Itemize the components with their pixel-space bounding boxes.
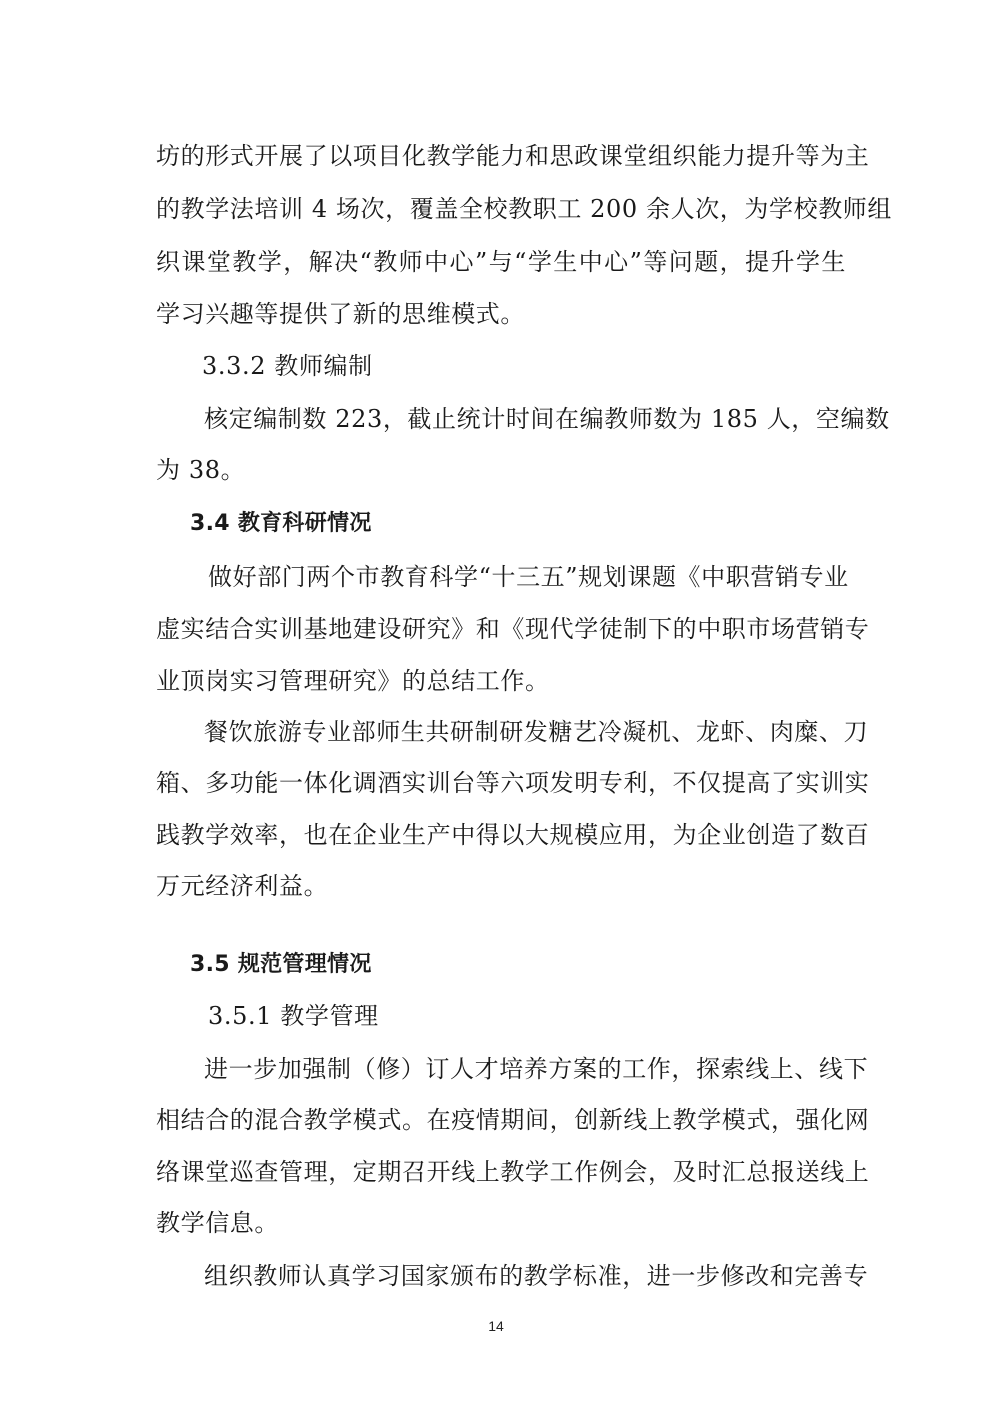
paragraph-line: 组织教师认真学习国家颁布的教学标准，进一步修改和完善专 [204, 1262, 869, 1290]
section-heading: 3.5.1 教学管理 [208, 1002, 379, 1030]
section-heading: 3.3.2 教师编制 [202, 352, 373, 380]
paragraph-line: 坊的形式开展了以项目化教学能力和思政课堂组织能力提升等为主 [156, 142, 870, 170]
paragraph-line: 织课堂教学，解决“教师中心”与“学生中心”等问题，提升学生 [156, 248, 846, 276]
paragraph-line: 的教学法培训 4 场次，覆盖全校教职工 200 余人次，为学校教师组 [156, 195, 892, 223]
section-heading: 3.4 教育科研情况 [190, 511, 372, 536]
paragraph-line: 为 38。 [156, 456, 246, 484]
page-number: 14 [488, 1318, 504, 1334]
paragraph-line: 学习兴趣等提供了新的思维模式。 [156, 300, 525, 328]
paragraph-line: 业顶岗实习管理研究》的总结工作。 [156, 667, 550, 695]
paragraph-line: 餐饮旅游专业部师生共研制研发糖艺冷凝机、龙虾、肉糜、刀 [204, 718, 869, 746]
paragraph-line: 践教学效率，也在企业生产中得以大规模应用，为企业创造了数百 [156, 821, 870, 849]
paragraph-line: 相结合的混合教学模式。在疫情期间，创新线上教学模式，强化网 [156, 1106, 870, 1134]
paragraph-line: 做好部门两个市教育科学“十三五”规划课题《中职营销专业 [208, 563, 849, 591]
paragraph-line: 万元经济利益。 [156, 872, 329, 900]
paragraph-line: 络课堂巡查管理，定期召开线上教学工作例会，及时汇总报送线上 [156, 1158, 870, 1186]
paragraph-line: 箱、多功能一体化调酒实训台等六项发明专利，不仅提高了实训实 [156, 769, 870, 797]
paragraph-line: 核定编制数 223，截止统计时间在编教师数为 185 人，空编数 [204, 405, 890, 433]
paragraph-line: 进一步加强制（修）订人才培养方案的工作，探索线上、线下 [204, 1055, 869, 1083]
paragraph-line: 虚实结合实训基地建设研究》和《现代学徒制下的中职市场营销专 [156, 615, 870, 643]
paragraph-line: 教学信息。 [156, 1209, 279, 1237]
section-heading: 3.5 规范管理情况 [190, 952, 372, 977]
